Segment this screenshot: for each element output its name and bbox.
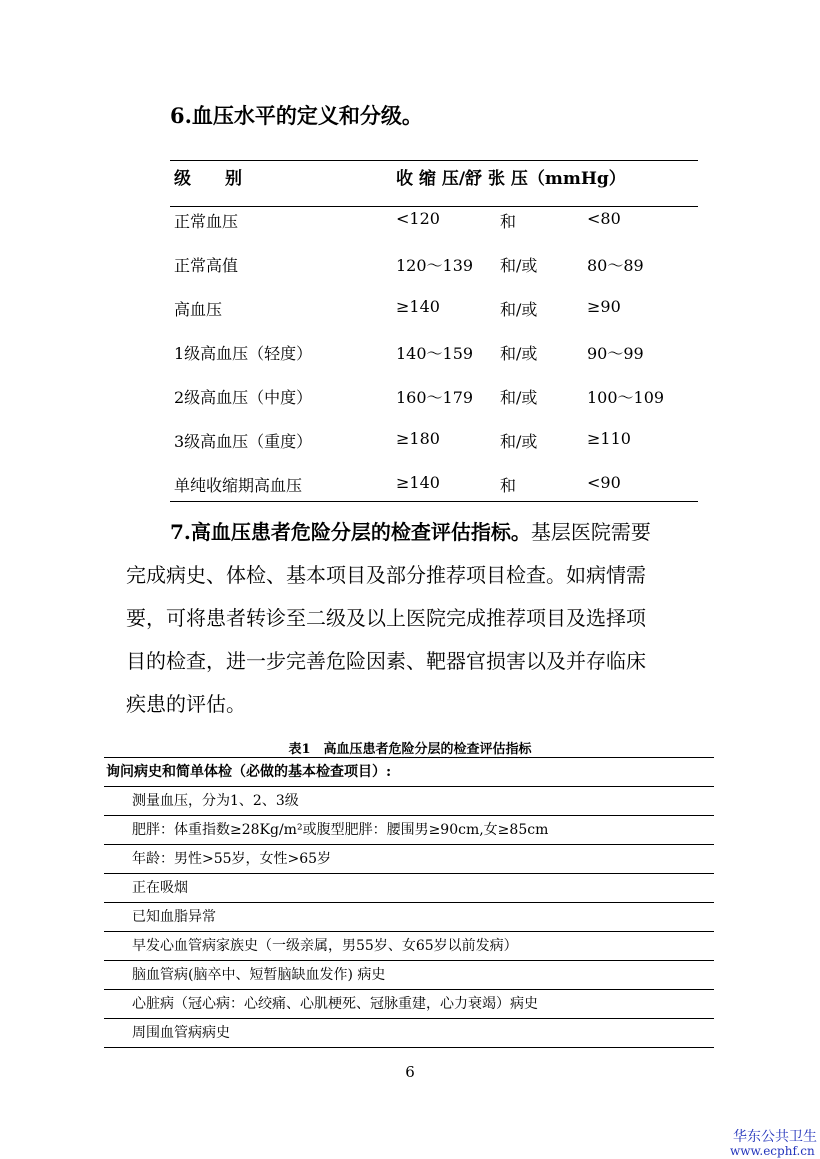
table-1-row: 年龄：男性>55岁，女性>65岁 — [104, 845, 714, 874]
page-number: 6 — [405, 1063, 415, 1081]
bp-table-row — [0, 297, 820, 327]
bp-header-grade: 级 别 — [174, 169, 242, 189]
bp-table-top-rule — [170, 160, 698, 161]
bp-table-row — [0, 209, 820, 239]
bp-cell-conj: 和/或 — [500, 256, 538, 275]
paragraph-7-line-4: 目的检查，进一步完善危险因素、靶器官损害以及并存临床 — [126, 649, 646, 673]
table-1-row: 周围血管病病史 — [132, 1025, 230, 1041]
table-1-section-header: 询问病史和简单体检（必做的基本检查项目）: — [104, 758, 714, 787]
bp-cell-sys: 160～179 — [396, 388, 474, 407]
table-1-row: 正在吸烟 — [104, 874, 714, 903]
bp-cell-sys: <120 — [396, 209, 440, 228]
bp-cell-grade: 单纯收缩期高血压 — [174, 476, 303, 495]
bp-table-row — [0, 341, 820, 371]
bp-header-pressure: 收 缩 压/舒 张 压（mmHg） — [396, 169, 626, 189]
table-1-caption: 表1 高血压患者危险分层的检查评估指标 — [288, 742, 532, 757]
table-1-body — [104, 787, 714, 1047]
paragraph-7-lead: 7.高血压患者危险分层的检查评估指标。 — [170, 520, 531, 544]
section-heading-6: 6.血压水平的定义和分级。 — [170, 103, 423, 128]
bp-table-bottom-rule — [170, 501, 698, 502]
bp-cell-conj: 和 — [500, 212, 517, 231]
paragraph-7-line-3: 要，可将患者转诊至二级及以上医院完成推荐项目及选择项 — [126, 606, 646, 630]
watermark-url[interactable]: www.ecphf.cn — [730, 1144, 815, 1158]
bp-cell-grade: 2级高血压（中度） — [174, 388, 313, 407]
bp-cell-grade: 正常高值 — [174, 256, 239, 275]
bp-table-row — [0, 429, 820, 459]
paragraph-7-line-2: 完成病史、体检、基本项目及部分推荐项目检查。如病情需 — [126, 563, 646, 587]
bp-cell-sys: ≥180 — [396, 429, 440, 448]
paragraph-7 — [126, 511, 698, 726]
bp-cell-grade: 高血压 — [174, 300, 223, 319]
bp-cell-dia: 90～99 — [587, 344, 644, 363]
bp-cell-conj: 和/或 — [500, 344, 538, 363]
bp-cell-grade: 3级高血压（重度） — [174, 432, 313, 451]
bp-cell-dia: <80 — [587, 209, 621, 228]
table-1-row: 心脏病（冠心病：心绞痛、心肌梗死、冠脉重建，心力衰竭）病史 — [104, 990, 714, 1019]
table-1-row: 脑血管病(脑卒中、短暂脑缺血发作) 病史 — [104, 961, 714, 990]
bp-cell-conj: 和 — [500, 476, 517, 495]
table-1 — [104, 757, 714, 1048]
bp-cell-conj: 和/或 — [500, 388, 538, 407]
bp-cell-grade: 正常血压 — [174, 212, 239, 231]
bp-cell-dia: <90 — [587, 473, 621, 492]
paragraph-7-line-1-rest: 基层医院需要 — [530, 520, 651, 544]
bp-cell-dia: 100～109 — [587, 388, 665, 407]
bp-cell-conj: 和/或 — [500, 432, 538, 451]
paragraph-7-line-5: 疾患的评估。 — [126, 692, 246, 716]
bp-cell-dia: ≥110 — [587, 429, 631, 448]
table-1-row: 肥胖：体重指数≥28Kg/m²或腹型肥胖：腰围男≥90cm,女≥85cm — [104, 816, 714, 845]
paragraph-7-line-1 — [126, 511, 698, 554]
bp-table-row — [0, 473, 820, 503]
table-1-row: 测量血压，分为1、2、3级 — [104, 787, 714, 816]
bp-cell-grade: 1级高血压（轻度） — [174, 344, 313, 363]
bp-cell-sys: ≥140 — [396, 473, 440, 492]
bp-cell-sys: 120～139 — [396, 256, 474, 275]
bp-table-row — [0, 253, 820, 283]
bp-cell-dia: ≥90 — [587, 297, 621, 316]
table-1-row: 早发心血管病家族史（一级亲属，男55岁、女65岁以前发病） — [104, 932, 714, 961]
bp-table-row — [0, 385, 820, 415]
watermark-name: 华东公共卫生 — [733, 1129, 817, 1145]
bp-cell-sys: 140～159 — [396, 344, 474, 363]
table-1-row: 已知血脂异常 — [104, 903, 714, 932]
bp-table-header-rule — [170, 206, 698, 207]
bp-cell-sys: ≥140 — [396, 297, 440, 316]
bp-cell-conj: 和/或 — [500, 300, 538, 319]
bp-cell-dia: 80～89 — [587, 256, 644, 275]
